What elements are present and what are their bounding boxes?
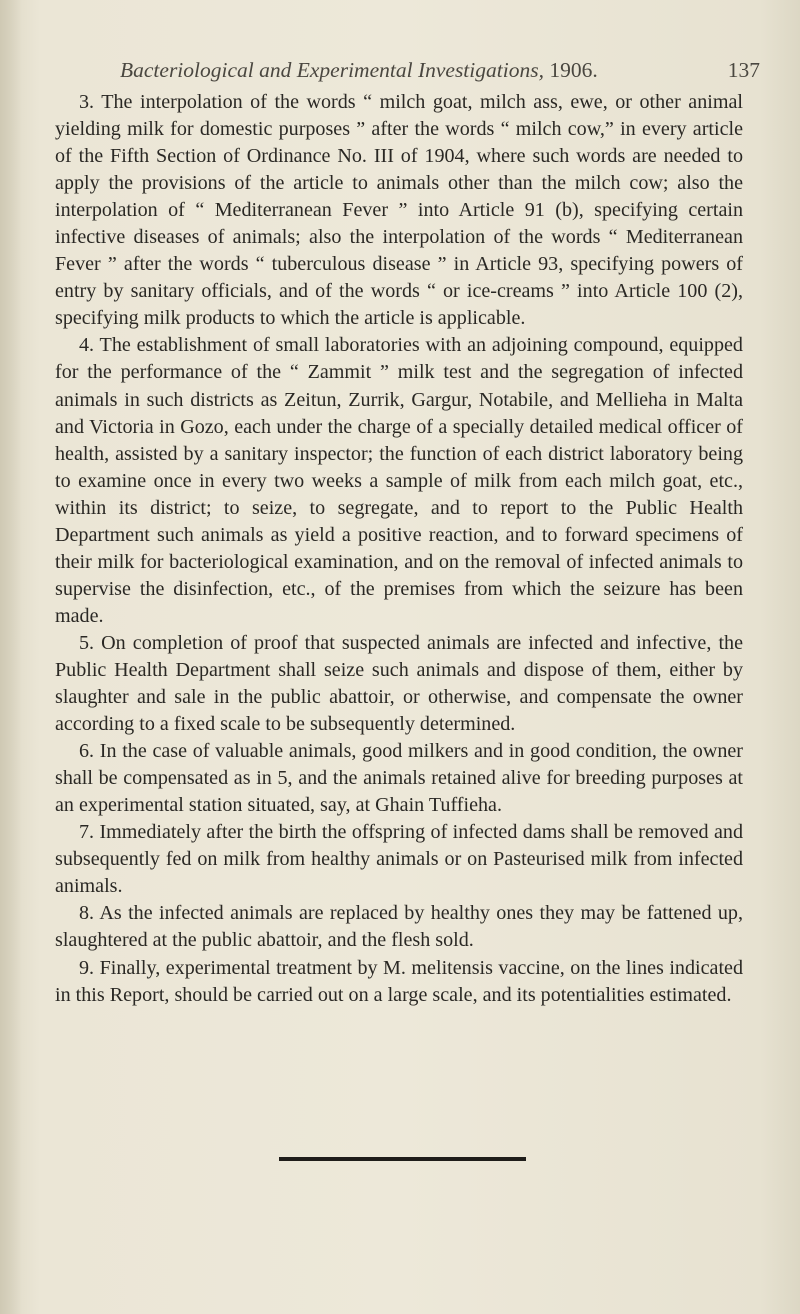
paragraph-text: On completion of proof that suspected animals are infected and infective, the Public Health Department shall seize such animals and dispose of them, either by slaughter and sale in the public abattoir, or otherwise, and compensate the owner according to a fixed scale to be subsequently determined.	[55, 631, 743, 736]
end-rule	[279, 1157, 526, 1161]
paragraph-text: Finally, experimental treatment by M. melitensis vaccine, on the lines indicated in this Report, should be carried out on a large scale, and its potentialities estimated.	[55, 956, 743, 1006]
body-text	[55, 89, 743, 1009]
paragraph-number: 5.	[79, 631, 95, 654]
paragraph-9	[55, 955, 743, 1009]
paragraph-4	[55, 332, 743, 630]
page-number: 137	[727, 58, 760, 82]
running-header-title: Bacteriological and Experimental Investigations,	[120, 58, 544, 82]
paragraph-7	[55, 819, 743, 900]
paragraph-3	[55, 89, 743, 332]
paragraph-5	[55, 630, 743, 738]
paragraph-number: 6.	[79, 740, 95, 763]
paragraph-text: The establishment of small laboratories with an adjoining compound, equipped for the performance of the “ Zammit ” milk test and the segregation of infected animals in such districts as Zeitun, Zurrik, Gargur, Notabile, and Mellieha in Malta and Victoria in Gozo, each under the charge of a specially detailed medical officer of health, assisted by a sanitary inspector; the function of each district laboratory being to examine once in every two weeks a sample of milk from each milch goat, etc., within its district; to seize, to segregate, and to report to the Public Health Department such animals as yield a positive reaction, and to forward specimens of their milk for bacteriological examination, and on the removal of infected animals to supervise the disinfection, etc., of the premises from which the seizure has been made.	[55, 334, 743, 627]
paragraph-number: 9.	[79, 956, 95, 979]
paragraph-text: Immediately after the birth the offspring of infected dams shall be removed and subsequently fed on milk from healthy animals or on Pasteurised milk from infected animals.	[55, 821, 743, 898]
paragraph-number: 3.	[79, 91, 95, 113]
running-header-year: 1906.	[549, 58, 598, 82]
running-header	[120, 58, 760, 83]
paragraph-8	[55, 900, 743, 954]
paragraph-number: 8.	[79, 902, 95, 925]
paragraph-text: As the infected animals are replaced by healthy ones they may be fattened up, slaughtered at the public abattoir, and the flesh sold.	[55, 902, 743, 952]
paragraph-text: The interpolation of the words “ milch goat, milch ass, ewe, or other animal yielding milk for domestic purposes ” after the words “ milch cow,” in every article of the Fifth Section of Ordinance No. III of 1904, where such words are needed to apply the provisions of the article to animals other than the milch cow; also the interpolation of “ Mediterranean Fever ” into Article 91 (b), specifying certain infective diseases of animals; also the interpolation of the words “ Mediterranean Fever ” after the words “ tuberculous disease ” in Article 93, specifying powers of entry by sanitary officials, and of the words “ or ice-creams ” into Article 100 (2), specifying milk products to which the article is applicable.	[55, 91, 743, 330]
paragraph-6	[55, 738, 743, 819]
paragraph-text: In the case of valuable animals, good milkers and in good condition, the owner shall be compensated as in 5, and the animals retained alive for breeding purposes at an experimental station situated, say, at Ghain Tuffieha.	[55, 740, 743, 817]
page-spine-shadow	[0, 0, 22, 1314]
paragraph-number: 7.	[79, 821, 95, 844]
paragraph-number: 4.	[79, 334, 95, 357]
